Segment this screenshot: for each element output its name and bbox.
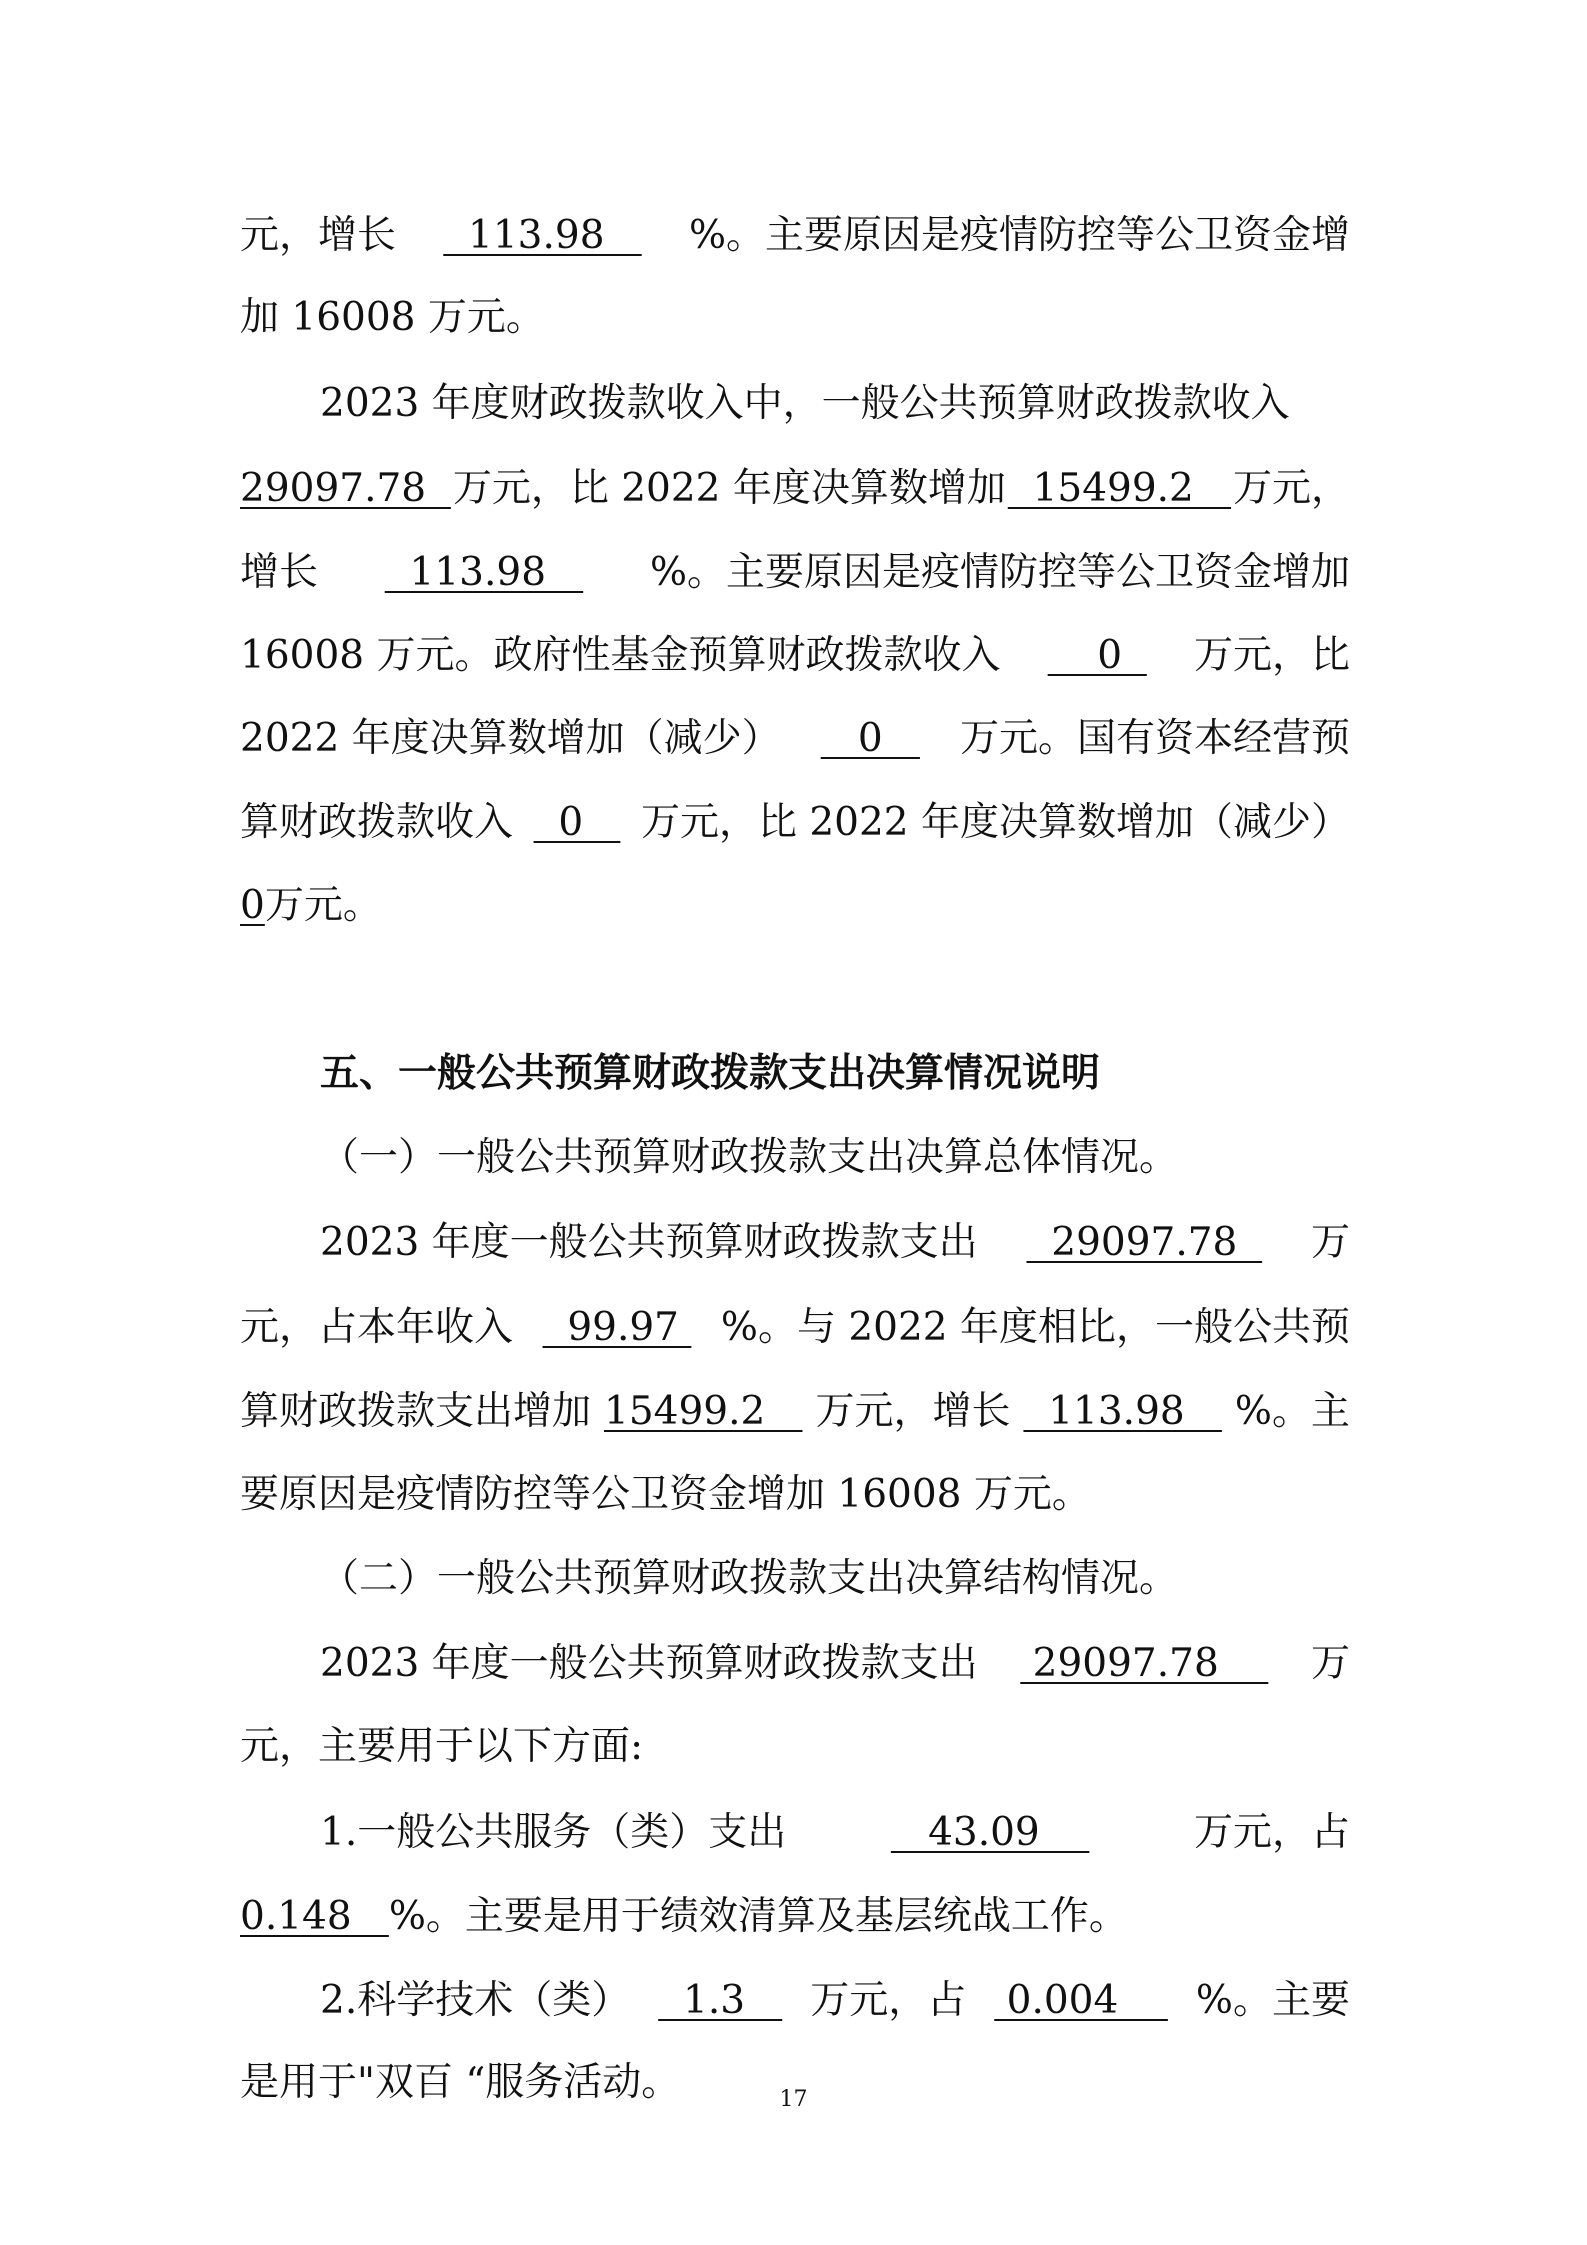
text-segment: 万元，比 2022 年度决算数增加（减少） <box>640 800 1350 845</box>
underlined-value: 29097.78 <box>240 466 451 511</box>
paragraph-line <box>240 1891 1350 1943</box>
text-segment: %。主 <box>1234 1389 1350 1434</box>
subsection-heading <box>320 1132 1350 1184</box>
paragraph-line <box>240 210 1350 262</box>
underlined-value: 29097.78 <box>1026 1220 1263 1265</box>
text-segment: %。主要原因是疫情防控等公卫资金增加 <box>649 550 1350 595</box>
paragraph-line <box>320 1638 1350 1690</box>
paragraph-line <box>240 1469 1350 1521</box>
paragraph-line <box>320 1975 1350 2027</box>
text-segment: 万元，占 <box>810 1978 967 2023</box>
text-segment: 是用于"双百 “服务活动。 <box>240 2060 681 2105</box>
text-segment: %。主要原因是疫情防控等公卫资金增 <box>688 213 1350 258</box>
text-segment: 万元，比 <box>1193 633 1350 678</box>
paragraph-line <box>240 1386 1350 1438</box>
text-segment: 加 16008 万元。 <box>240 295 545 340</box>
text-segment: 2023 年度财政拨款收入中，一般公共预算财政拨款收入 <box>320 381 1290 426</box>
paragraph-line <box>240 463 1350 515</box>
text-segment: 万元，比 2022 年度决算数增加 <box>452 466 1006 511</box>
paragraph-line <box>240 547 1350 599</box>
underlined-value: 113.98 <box>384 550 584 595</box>
text-segment: 算财政拨款支出增加 <box>240 1389 592 1434</box>
text-segment: 16008 万元。政府性基金预算财政拨款收入 <box>240 633 1001 678</box>
text-segment: %。主要是用于绩效清算及基层统战工作。 <box>388 1894 1128 1939</box>
text-segment: %。主要 <box>1195 1978 1350 2023</box>
text-segment: 要原因是疫情防控等公卫资金增加 16008 万元。 <box>240 1472 1091 1517</box>
text-segment: 2022 年度决算数增加（减少） <box>240 716 781 761</box>
underlined-value: 43.09 <box>890 1810 1090 1855</box>
section-heading <box>320 1048 1350 1100</box>
page-number: 17 <box>779 2087 808 2112</box>
paragraph-line <box>240 630 1350 682</box>
text-segment: 增长 <box>240 550 319 595</box>
text-segment: 元，占本年收入 <box>240 1305 514 1350</box>
text-segment: %。与 2022 年度相比，一般公共预 <box>720 1305 1350 1350</box>
underlined-value: 0.004 <box>994 1978 1168 2023</box>
text-segment: 万元，增长 <box>815 1389 1011 1434</box>
underlined-value: 113.98 <box>1023 1389 1222 1434</box>
underlined-value: 15499.2 <box>604 1389 803 1434</box>
text-segment: 万元， <box>1232 466 1350 511</box>
text-segment: 万元。 <box>264 883 382 928</box>
underlined-value: 29097.78 <box>1020 1641 1269 1686</box>
text-segment: 1.一般公共服务（类）支出 <box>320 1810 787 1855</box>
text-segment: 2.科学技术（类） <box>320 1978 631 2023</box>
text-segment: 万 <box>1310 1220 1350 1265</box>
underlined-value: 1.3 <box>658 1978 783 2023</box>
underlined-value: 113.98 <box>443 213 642 258</box>
underlined-value: 0 <box>533 800 621 845</box>
paragraph-line <box>240 1302 1350 1354</box>
paragraph-line <box>240 797 1350 849</box>
text-segment: 算财政拨款收入 <box>240 800 514 845</box>
paragraph-line <box>320 1807 1350 1859</box>
paragraph-line <box>240 880 1350 932</box>
text-segment: 万 <box>1310 1641 1350 1686</box>
underlined-value: 0 <box>240 883 265 928</box>
paragraph-line <box>240 292 1350 344</box>
text-segment: 万元，占 <box>1193 1810 1350 1855</box>
underlined-value: 99.97 <box>542 1305 692 1350</box>
text-segment: （一）一般公共预算财政拨款支出决算总体情况。 <box>320 1135 1179 1180</box>
text-segment: 元，增长 <box>240 213 397 258</box>
text-segment: （二）一般公共预算财政拨款支出决算结构情况。 <box>320 1556 1179 1601</box>
heading-text: 五、一般公共预算财政拨款支出决算情况说明 <box>320 1051 1101 1096</box>
underlined-value: 0.148 <box>240 1894 389 1939</box>
paragraph-line <box>240 713 1350 765</box>
underlined-value: 0 <box>820 716 920 761</box>
paragraph-line <box>320 378 1350 430</box>
text-segment: 2023 年度一般公共预算财政拨款支出 <box>320 1641 978 1686</box>
paragraph-line <box>240 1721 1350 1773</box>
text-segment: 元，主要用于以下方面: <box>240 1724 644 1769</box>
underlined-value: 15499.2 <box>1007 466 1232 511</box>
paragraph-line <box>320 1217 1350 1269</box>
subsection-heading <box>320 1553 1350 1605</box>
underlined-value: 0 <box>1047 633 1147 678</box>
text-segment: 万元。国有资本经营预 <box>959 716 1350 761</box>
text-segment: 2023 年度一般公共预算财政拨款支出 <box>320 1220 978 1265</box>
